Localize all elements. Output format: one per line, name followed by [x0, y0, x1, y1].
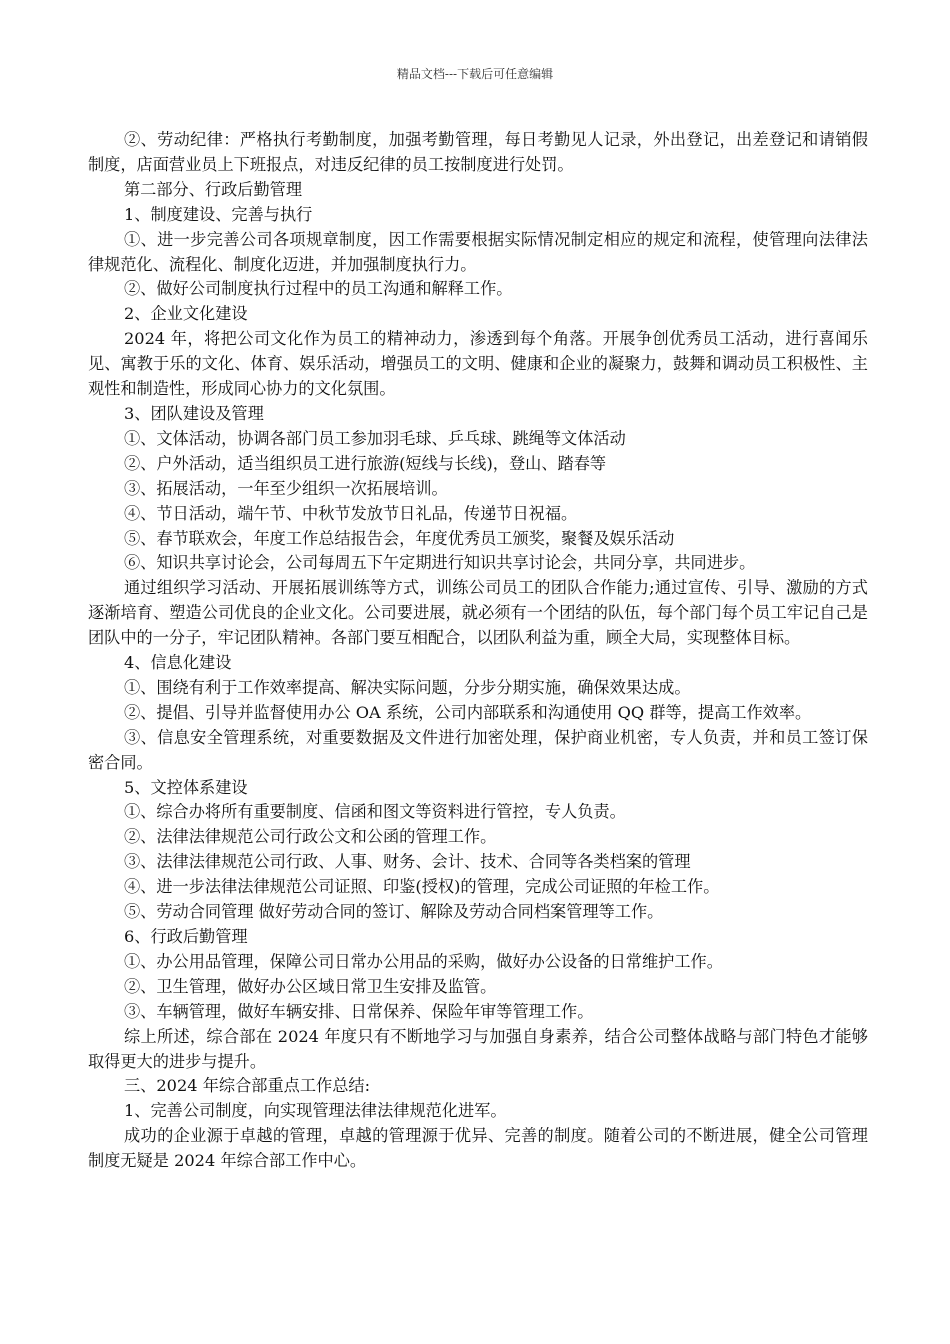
section-heading-part-two: 第二部分、行政后勤管理	[124, 179, 303, 199]
list-item: ④、进一步法律法律规范公司证照、印鉴(授权)的管理，完成公司证照的年检工作。	[124, 877, 720, 897]
subheading-improve-system: 1、完善公司制度，向实现管理法律法律规范化进军。	[124, 1101, 507, 1121]
list-item: ①、进一步完善公司各项规章制度，因工作需要根据实际情况制定相应的规定和流程，使管理向法律法律规范化、流程化、制度化迈进，并加强制度执行力。	[88, 229, 868, 274]
subheading-informatization: 4、信息化建设	[124, 653, 232, 673]
list-item: ①、办公用品管理，保障公司日常办公用品的采购，做好办公设备的日常维护工作。	[124, 951, 723, 971]
page-header: 精品文档---下载后可任意编辑	[396, 67, 554, 81]
subheading-document-control: 5、文控体系建设	[124, 777, 248, 797]
list-item: ②、做好公司制度执行过程中的员工沟通和解释工作。	[124, 279, 513, 299]
list-item: ②、法律法律规范公司行政公文和公函的管理工作。	[124, 827, 497, 847]
list-item: ⑥、知识共享讨论会，公司每周五下午定期进行知识共享讨论会，共同分享，共同进步。	[124, 553, 756, 573]
paragraph-management: 成功的企业源于卓越的管理，卓越的管理源于优异、完善的制度。随着公司的不断进展，健全公司管理制度无疑是 2024 年综合部工作中心。	[88, 1126, 868, 1171]
subheading-system-building: 1、制度建设、完善与执行	[124, 204, 313, 224]
subheading-team-building: 3、团队建设及管理	[124, 403, 264, 423]
list-item: ①、文体活动，协调各部门员工参加羽毛球、乒乓球、跳绳等文体活动	[124, 428, 626, 448]
paragraph-culture: 2024 年，将把公司文化作为员工的精神动力，渗透到每个角落。开展争创优秀员工活动，进行喜闻乐见、寓教于乐的文化、体育、娱乐活动，增强员工的文明、健康和企业的凝聚力，鼓舞和调动员工积极性、主观性和制造性，形成同心协力的文化氛围。	[88, 329, 868, 399]
list-item: ②、户外活动，适当组织员工进行旅游(短线与长线)，登山、踏春等	[124, 453, 607, 473]
subheading-admin-logistics: 6、行政后勤管理	[124, 927, 248, 946]
subheading-corporate-culture: 2、企业文化建设	[124, 304, 248, 324]
list-item: ⑤、春节联欢会，年度工作总结报告会，年度优秀员工颁奖，聚餐及娱乐活动	[124, 528, 675, 548]
list-item: ③、车辆管理，做好车辆安排、日常保养、保险年审等管理工作。	[124, 1001, 594, 1021]
list-item: ⑤、劳动合同管理 做好劳动合同的签订、解除及劳动合同档案管理等工作。	[124, 902, 664, 922]
list-item: ③、拓展活动，一年至少组织一次拓展培训。	[124, 478, 448, 498]
paragraph-conclusion: 综上所述，综合部在 2024 年度只有不断地学习与加强自身素养，结合公司整体战略与部门特色才能够取得更大的进步与提升。	[88, 1026, 868, 1071]
document-body	[88, 128, 868, 1174]
paragraph-labor-discipline: ②、劳动纪律：严格执行考勤制度，加强考勤管理，每日考勤见人记录，外出登记，出差登记和请销假制度，店面营业员上下班报点，对违反纪律的员工按制度进行处罚。	[88, 130, 868, 174]
list-item: ④、节日活动，端午节、中秋节发放节日礼品，传递节日祝福。	[124, 503, 578, 523]
list-item: ②、卫生管理，做好办公区域日常卫生安排及监管。	[124, 976, 497, 996]
paragraph-team-summary: 通过组织学习活动、开展拓展训练等方式，训练公司员工的团队合作能力;通过宣传、引导、激励的方式逐渐培育、塑造公司优良的企业文化。公司要进展，就必须有一个团结的队伍，每个部门每个员工牢记自己是团队中的一分子，牢记团队精神。各部门要互相配合，以团队利益为重，顾全大局，实现整体目标。	[88, 578, 868, 648]
list-item: ②、提倡、引导并监督使用办公 OA 系统，公司内部联系和沟通使用 QQ 群等，提高工作效率。	[124, 702, 812, 722]
list-item: ①、综合办将所有重要制度、信函和图文等资料进行管控，专人负责。	[124, 802, 626, 822]
list-item: ③、法律法律规范公司行政、人事、财务、会计、技术、合同等各类档案的管理	[124, 852, 691, 872]
section-heading-part-three: 三、2024 年综合部重点工作总结:	[124, 1076, 371, 1096]
list-item: ③、信息安全管理系统，对重要数据及文件进行加密处理，保护商业机密，专人负责，并和员工签订保密合同。	[88, 727, 868, 772]
list-item: ①、围绕有利于工作效率提高、解决实际问题，分步分期实施，确保效果达成。	[124, 677, 691, 697]
